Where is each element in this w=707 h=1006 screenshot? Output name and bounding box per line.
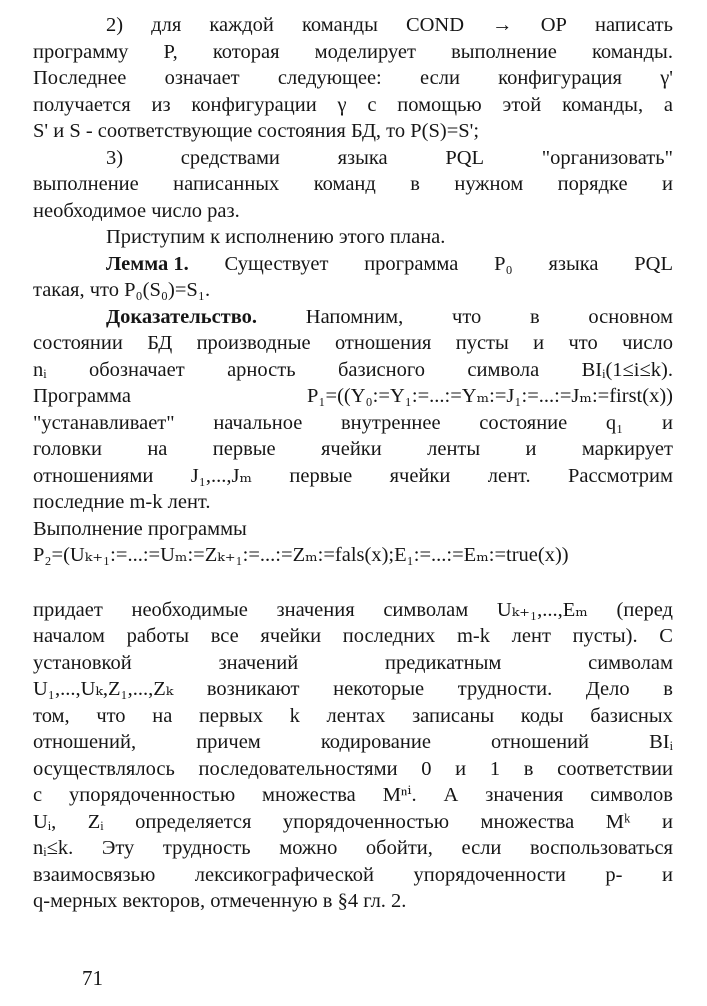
text-line: программу P, которая моделирует выполнение команды.	[33, 40, 673, 63]
text-line: последние m-k лент.	[33, 491, 211, 513]
text-line: U₁,...,Uₖ,Z₁,...,Zₖ возникают некоторые трудности. Дело в	[33, 678, 673, 700]
text-line: получается из конфигурации γ с помощью этой команды, а	[33, 93, 673, 116]
text-line: "устанавливает" начальное внутреннее состояние q₁ и	[33, 411, 673, 434]
text-line: Программа P₁=((Y₀:=Y₁:=...:=Yₘ:=J₁:=...:=Jₘ:=first(x))	[33, 385, 673, 407]
page-number: 71	[82, 966, 103, 990]
text-line: состоянии БД производные отношения пусты и что число	[33, 332, 673, 354]
text-line: придает необходимые значения символам Uₖ₊₁,...,Eₘ (перед	[33, 598, 673, 621]
page-body	[33, 12, 673, 915]
text-line: Доказательство. Напомним, что в основном	[106, 305, 673, 328]
text-line: 3) средствами языка PQL "организовать"	[106, 146, 673, 169]
text-line: отношений, причем кодирование отношений BIᵢ	[33, 731, 673, 753]
paragraph-gap	[33, 569, 673, 597]
text-line: установкой значений предикатным символам	[33, 651, 673, 674]
text-line: такая, что P₀(S₀)=S₁.	[33, 279, 211, 301]
text-line: S' и S - соответствующие состояния БД, то P(S)=S';	[33, 120, 480, 142]
text-line: головки на первые ячейки ленты и маркирует	[33, 438, 673, 460]
text-line: nᵢ≤k. Эту трудность можно обойти, если воспользоваться	[33, 837, 673, 859]
text-line: P₂=(Uₖ₊₁:=...:=Uₘ:=Zₖ₊₁:=...:=Zₘ:=fals(x);E₁:=...:=Eₘ:=true(x))	[33, 544, 569, 566]
text-line: Лемма 1. Существует программа P₀ языка PQL	[106, 252, 673, 275]
text-line: Приступим к исполнению этого плана.	[106, 226, 446, 248]
text-line: с упорядоченностью множества Mⁿⁱ. А значения символов	[33, 784, 673, 806]
text-line: началом работы все ячейки последних m-k лент пусты). С	[33, 625, 673, 647]
text-line: том, что на первых k лентах записаны коды базисных	[33, 704, 673, 727]
text-line: nᵢ обозначает арность базисного символа BIᵢ(1≤i≤k).	[33, 358, 673, 381]
text-line: 2) для каждой команды COND → OP написать	[106, 14, 673, 36]
text-line: Выполнение программы	[33, 517, 247, 540]
text-line: q-мерных векторов, отмеченную в §4 гл. 2.	[33, 890, 407, 912]
text-line: осуществлялось последовательностями 0 и 1 в соответствии	[33, 757, 673, 780]
text-line: Последнее означает следующее: если конфигурация γ'	[33, 67, 673, 89]
text-line: взаимосвязью лексикографической упорядоченности p- и	[33, 863, 673, 886]
text-line: выполнение написанных команд в нужном порядке и	[33, 173, 673, 195]
text-line: Uᵢ, Zᵢ определяется упорядоченностью множества Mᵏ и	[33, 810, 673, 833]
text-line: отношениями J₁,...,Jₘ первые ячейки лент. Рассмотрим	[33, 464, 673, 487]
text-line: необходимое число раз.	[33, 199, 240, 222]
